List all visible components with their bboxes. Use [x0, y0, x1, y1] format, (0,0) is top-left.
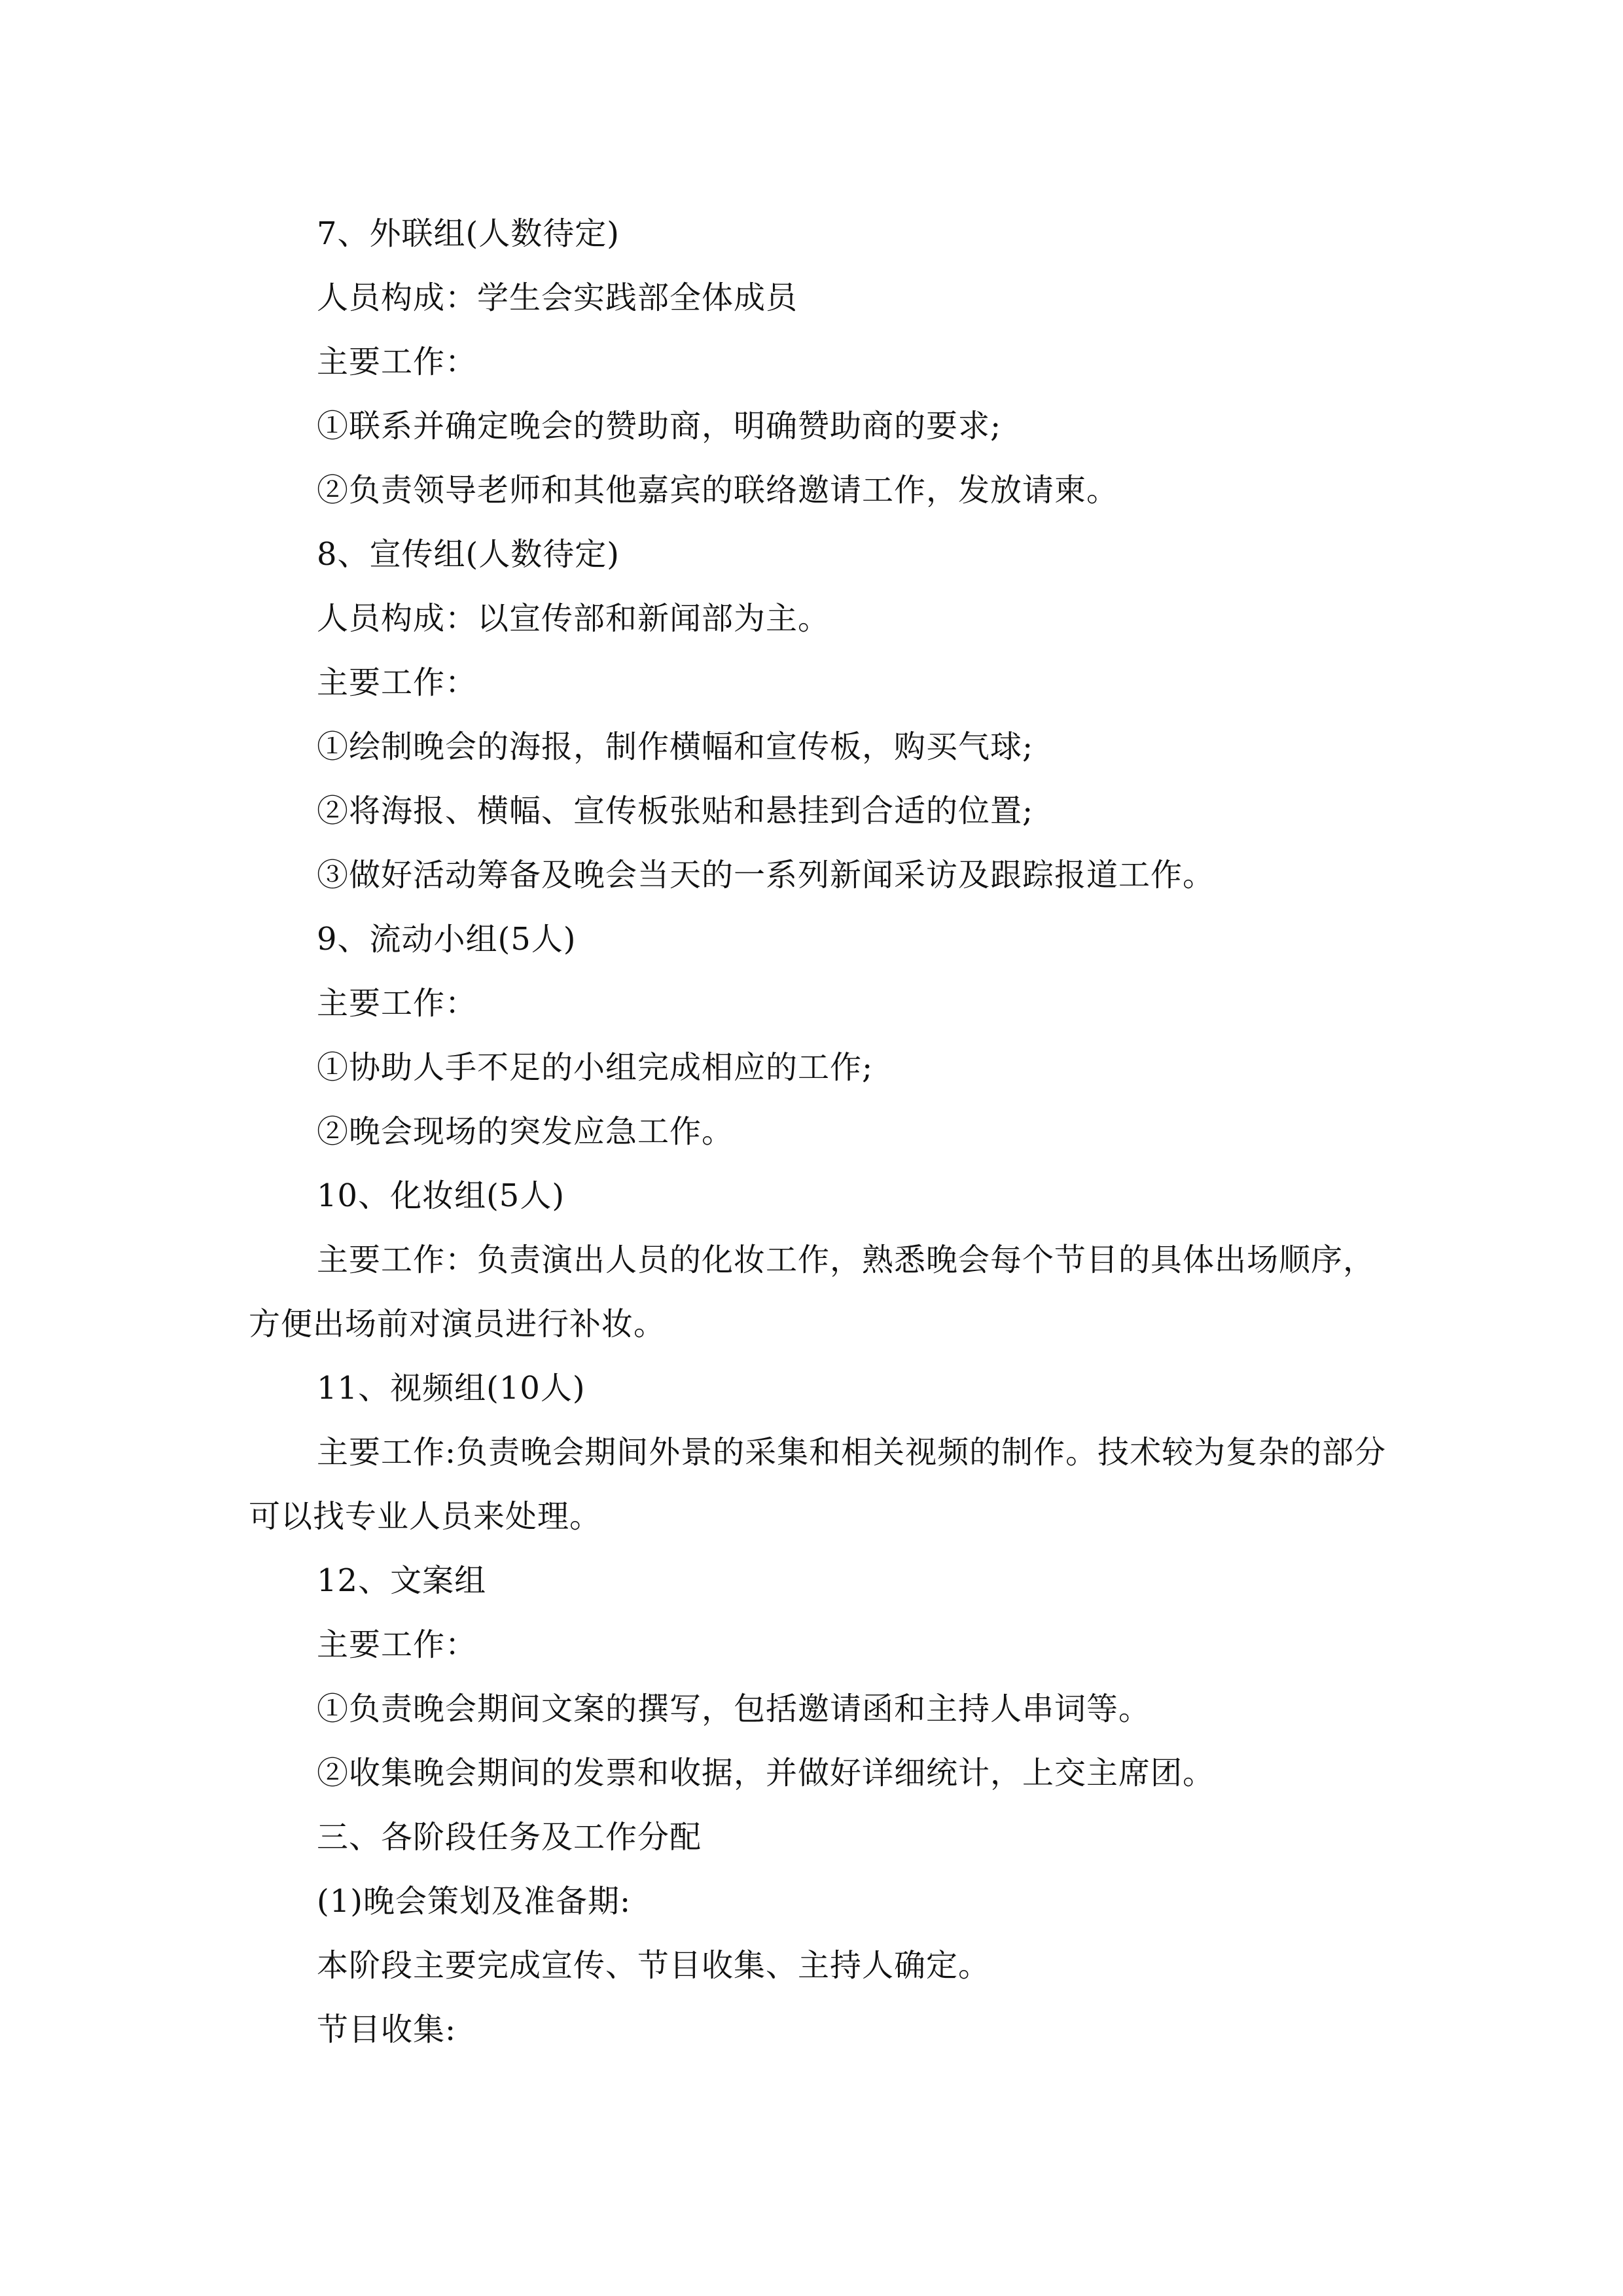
section-heading-publicity: 8、宣传组(人数待定): [317, 536, 620, 573]
section-heading-copywriting: 12、文案组: [317, 1562, 487, 1599]
text-line: 人员构成：学生会实践部全体成员: [317, 279, 798, 316]
text-line: ②将海报、横幅、宣传板张贴和悬挂到合适的位置;: [317, 793, 1034, 829]
text-line: ②收集晚会期间的发票和收据，并做好详细统计，上交主席团。: [317, 1755, 1215, 1791]
text-line: 主要工作：: [317, 344, 478, 380]
text-line: 主要工作：: [317, 1626, 478, 1663]
paragraph-video: 主要工作:负责晚会期间外景的采集和相关视频的制作。技术较为复杂的部分可以找专业人员来处理。: [249, 1434, 1387, 1535]
section-heading-mobile-team: 9、流动小组(5人): [317, 921, 577, 958]
text-line: ②负责领导老师和其他嘉宾的联络邀请工作，发放请柬。: [317, 472, 1119, 509]
section-heading-stages: 三、各阶段任务及工作分配: [317, 1819, 702, 1856]
paragraph-makeup: 主要工作：负责演出人员的化妆工作，熟悉晚会每个节目的具体出场顺序，方便出场前对演员进行补妆。: [249, 1242, 1376, 1342]
text-line: 主要工作：: [317, 985, 478, 1022]
section-heading-liaison: 7、外联组(人数待定): [317, 215, 620, 252]
document-body: [249, 202, 1400, 2062]
text-line: ②晚会现场的突发应急工作。: [317, 1113, 734, 1150]
text-line: 主要工作：: [317, 664, 478, 701]
text-line: 节目收集:: [317, 2011, 457, 2048]
section-heading-video: 11、视频组(10人): [317, 1370, 586, 1407]
text-line: ①负责晚会期间文案的撰写，包括邀请函和主持人串词等。: [317, 1691, 1151, 1727]
text-line: ①协助人手不足的小组完成相应的工作;: [317, 1049, 874, 1086]
text-line: ③做好活动筹备及晚会当天的一系列新闻采访及跟踪报道工作。: [317, 857, 1215, 893]
text-line: 人员构成：以宣传部和新闻部为主。: [317, 600, 830, 637]
text-line: (1)晚会策划及准备期:: [317, 1883, 632, 1920]
section-heading-makeup: 10、化妆组(5人): [317, 1177, 565, 1214]
text-line: ①联系并确定晚会的赞助商，明确赞助商的要求;: [317, 408, 1002, 444]
text-line: ①绘制晚会的海报，制作横幅和宣传板，购买气球;: [317, 728, 1034, 765]
text-line: 本阶段主要完成宣传、节目收集、主持人确定。: [317, 1947, 991, 1984]
